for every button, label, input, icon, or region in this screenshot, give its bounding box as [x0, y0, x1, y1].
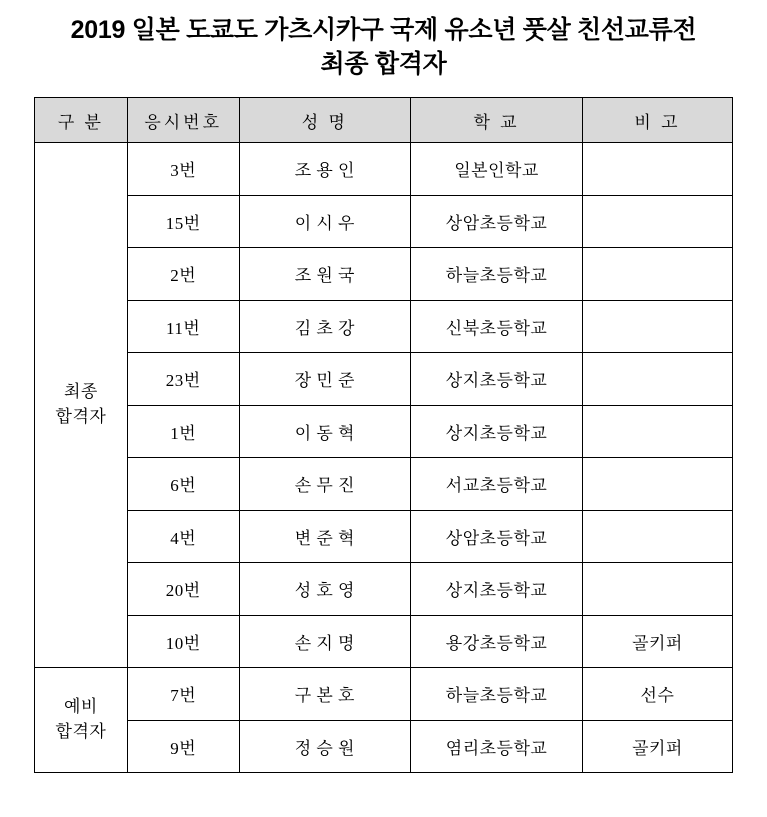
results-table-container [30, 97, 737, 773]
cell-name: 손 무 진 [239, 458, 411, 511]
column-header-name: 성 명 [239, 98, 411, 143]
cell-school: 하늘초등학교 [411, 668, 583, 721]
table-row [35, 668, 733, 721]
group-label-reserve-line-2: 합격자 [55, 722, 107, 741]
column-header-school: 학 교 [411, 98, 583, 143]
table-body [35, 143, 733, 773]
table-row [35, 615, 733, 668]
cell-applicant-number: 3번 [127, 143, 239, 196]
column-header-note: 비 고 [582, 98, 732, 143]
cell-school: 상지초등학교 [411, 405, 583, 458]
cell-school: 염리초등학교 [411, 720, 583, 773]
cell-applicant-number: 20번 [127, 563, 239, 616]
cell-name: 김 초 강 [239, 300, 411, 353]
cell-name: 정 승 원 [239, 720, 411, 773]
cell-applicant-number: 2번 [127, 248, 239, 301]
table-row [35, 510, 733, 563]
cell-note [582, 458, 732, 511]
results-table [34, 97, 733, 773]
cell-name: 장 민 준 [239, 353, 411, 406]
cell-name: 이 시 우 [239, 195, 411, 248]
cell-school: 서교초등학교 [411, 458, 583, 511]
cell-note: 골키퍼 [582, 615, 732, 668]
table-header-row [35, 98, 733, 143]
table-row [35, 195, 733, 248]
cell-note [582, 353, 732, 406]
group-label-reserve [35, 668, 128, 773]
group-label-final-line-2: 합격자 [55, 407, 107, 426]
column-header-division: 구 분 [35, 98, 128, 143]
cell-note: 골키퍼 [582, 720, 732, 773]
page-title [30, 14, 737, 81]
group-label-reserve-line-1: 예비 [63, 697, 98, 717]
cell-applicant-number: 23번 [127, 353, 239, 406]
table-row [35, 458, 733, 511]
cell-name: 이 동 혁 [239, 405, 411, 458]
page-title-line-2: 최종 합격자 [320, 49, 447, 78]
cell-name: 성 호 영 [239, 563, 411, 616]
cell-school: 상지초등학교 [411, 353, 583, 406]
cell-note [582, 510, 732, 563]
cell-applicant-number: 4번 [127, 510, 239, 563]
cell-applicant-number: 7번 [127, 668, 239, 721]
table-row [35, 563, 733, 616]
group-label-final-line-1: 최종 [63, 382, 98, 402]
cell-name: 손 지 명 [239, 615, 411, 668]
cell-note [582, 300, 732, 353]
cell-school: 신북초등학교 [411, 300, 583, 353]
cell-note [582, 563, 732, 616]
table-row [35, 143, 733, 196]
cell-school: 상지초등학교 [411, 563, 583, 616]
cell-applicant-number: 6번 [127, 458, 239, 511]
table-row [35, 720, 733, 773]
group-label-final [35, 143, 128, 668]
page-title-line-1: 2019 일본 도쿄도 가츠시카구 국제 유소년 풋살 친선교류전 [70, 16, 697, 44]
column-header-applicant-number: 응시번호 [127, 98, 239, 143]
cell-school: 하늘초등학교 [411, 248, 583, 301]
cell-applicant-number: 1번 [127, 405, 239, 458]
cell-note: 선수 [582, 668, 732, 721]
cell-name: 조 원 국 [239, 248, 411, 301]
cell-applicant-number: 10번 [127, 615, 239, 668]
cell-name: 조 용 인 [239, 143, 411, 196]
cell-applicant-number: 9번 [127, 720, 239, 773]
cell-applicant-number: 15번 [127, 195, 239, 248]
cell-name: 구 본 호 [239, 668, 411, 721]
table-row [35, 248, 733, 301]
table-header [35, 98, 733, 143]
cell-applicant-number: 11번 [127, 300, 239, 353]
cell-school: 일본인학교 [411, 143, 583, 196]
table-row [35, 300, 733, 353]
cell-school: 상암초등학교 [411, 195, 583, 248]
cell-note [582, 195, 732, 248]
cell-name: 변 준 혁 [239, 510, 411, 563]
cell-note [582, 405, 732, 458]
cell-school: 용강초등학교 [411, 615, 583, 668]
cell-school: 상암초등학교 [411, 510, 583, 563]
cell-note [582, 143, 732, 196]
table-row [35, 353, 733, 406]
table-row [35, 405, 733, 458]
cell-note [582, 248, 732, 301]
